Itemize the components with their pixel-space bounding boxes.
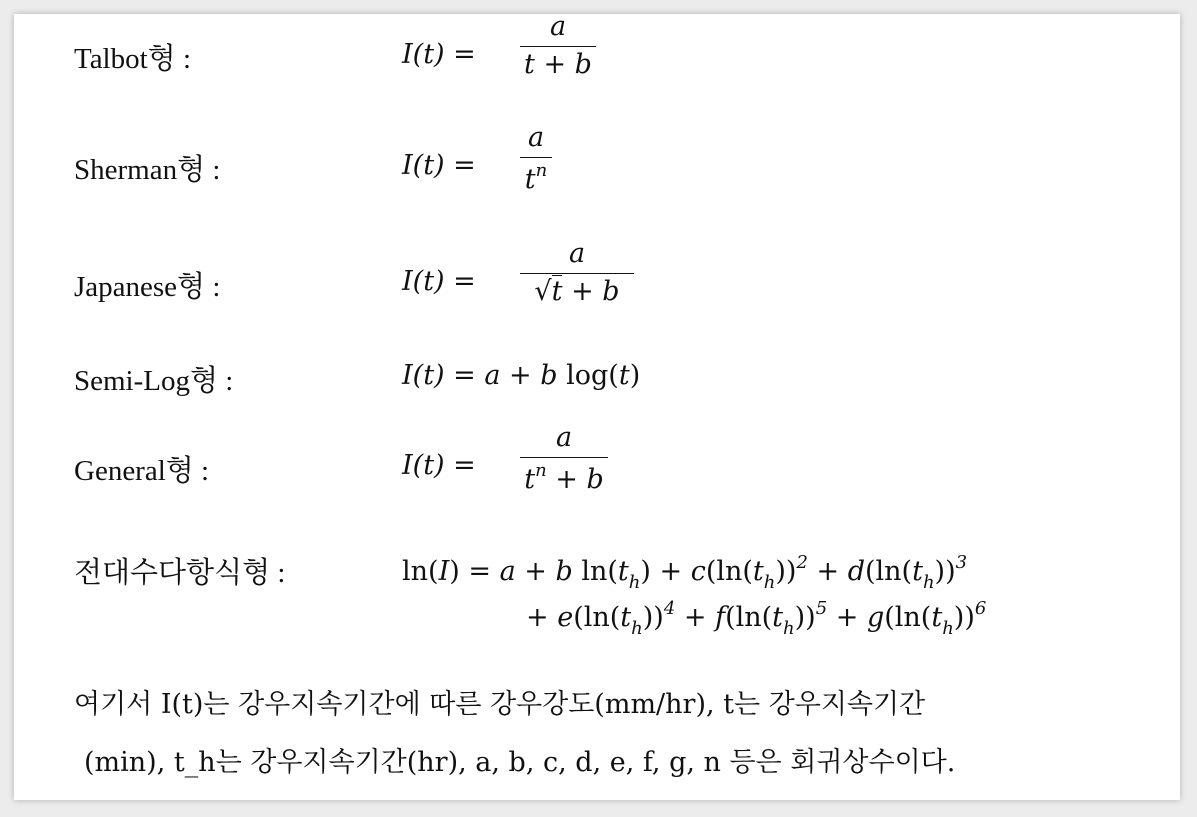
- semilog-equation: I(t) = a + b log(t): [402, 360, 641, 391]
- talbot-fraction: [520, 11, 596, 80]
- general-label: General형 :: [74, 455, 210, 487]
- talbot-lhs: I(t) =: [402, 39, 476, 70]
- description-line-2: (min), t_h는 강우지속기간(hr), a, b, c, d, e, f, g, n 등은 회귀상수이다.: [84, 747, 956, 778]
- japanese-label: Japanese형 :: [74, 271, 221, 303]
- talbot-numerator: a: [549, 11, 567, 42]
- description-line-1: 여기서 I(t)는 강우지속기간에 따른 강우강도(mm/hr), t는 강우지속기간: [74, 689, 926, 720]
- poly-label: 전대수다항식형 :: [74, 557, 286, 589]
- talbot-label: Talbot형 :: [74, 43, 191, 75]
- formula-card: Talbot형 : I(t) = a t + b Sherman형 : I(t) = a $t^n$ Japanese형 : I(t) = a √t + b Semi-Log형 : I(t) = a + b log(t) General형 : I(t) = a $t^n + b$ 전대수다항식형 : ln(I) = a + b $\ln(t_h) + c(\ln(t_h))^2 + d(\ln(t_h))^3$ + $e(\ln(t_h))^4 + f(\ln(t_h))^5 + g(\ln(t_h))^6$ 여기서 I(t)는 강우지속기간에 따른 강우강도(mm/hr), t는 강우지속기간 (min), t_h는 강우지속기간(hr), a, b, c, d, e, f, g, n 등은 회귀상수이다.: [14, 14, 1180, 800]
- sherman-fraction: a $t^n$: [520, 122, 552, 195]
- japanese-fraction: a √t + b: [520, 238, 634, 307]
- general-fraction: a $t^n + b$: [520, 422, 608, 495]
- sherman-label: Sherman형 :: [74, 154, 221, 186]
- semilog-label: Semi-Log형 :: [74, 365, 234, 397]
- poly-equation-line1: ln(I) = a + b $\ln(t_h) + c(\ln(t_h))^2 + d(\ln(t_h))^3$: [402, 552, 968, 593]
- talbot-denominator: t + b: [524, 49, 592, 80]
- poly-equation-line2: + $e(\ln(t_h))^4 + f(\ln(t_h))^5 + g(\ln(t_h))^6$: [526, 598, 987, 639]
